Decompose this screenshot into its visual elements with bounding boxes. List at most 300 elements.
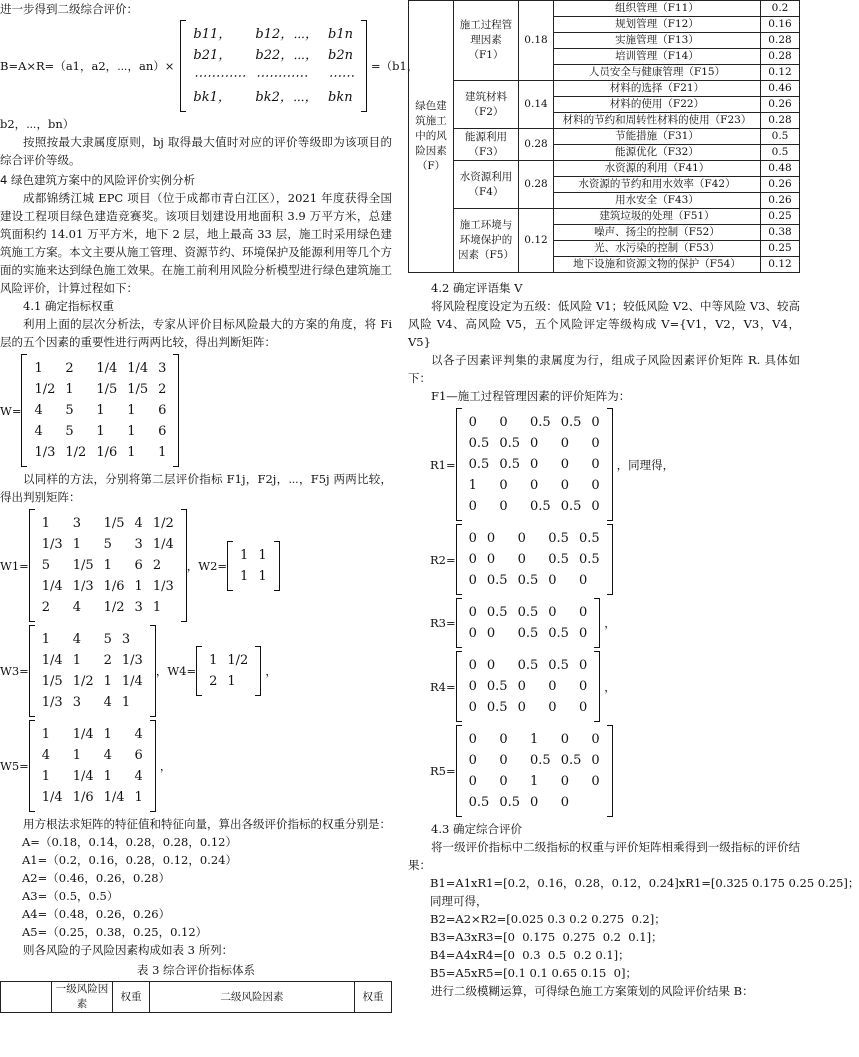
matrix-cell: 4 bbox=[103, 695, 112, 710]
matrix-cell: 1 bbox=[121, 695, 131, 710]
matrix-cell: 0 bbox=[560, 774, 569, 789]
matrix-cell: 1/4 bbox=[41, 579, 63, 594]
matrix-cell: 0 bbox=[548, 573, 557, 588]
table3-body bbox=[408, 0, 800, 273]
matrix-cell: 1 bbox=[65, 382, 74, 397]
right-column bbox=[408, 0, 859, 1057]
subfactor-name-cell: 材料的节约和周转性材料的使用（F23） bbox=[554, 113, 761, 129]
matrix-cell: 1/3 bbox=[41, 695, 63, 710]
subfactor-name-cell: 水资源的节约和用水效率（F42） bbox=[554, 177, 761, 193]
matrix-cell: 1 bbox=[41, 727, 51, 742]
paragraph: 进行二级模糊运算，可得绿色施工方案策划的风险评价结果 B： bbox=[431, 984, 754, 998]
matrix-row bbox=[37, 766, 148, 787]
matrix-row bbox=[464, 549, 605, 570]
matrix-cell: 0 bbox=[530, 457, 539, 472]
matrix-label: W= bbox=[0, 403, 22, 418]
matrix-row bbox=[188, 45, 359, 66]
header-cell: 权重 bbox=[355, 982, 392, 1013]
matrix-cell: 0 bbox=[530, 478, 539, 493]
weight-line: A1=（0.2，0.16，0.28，0.12，0.24） bbox=[22, 853, 237, 867]
matrix-cell: 1 bbox=[96, 424, 105, 439]
matrix-cell: 0.5 bbox=[468, 795, 490, 810]
matrix-row bbox=[37, 787, 148, 808]
matrix-r2-row bbox=[430, 524, 800, 595]
matrix-cell: bk2，⋯， bbox=[255, 90, 318, 105]
matrix-row bbox=[188, 24, 359, 45]
matrix-cell: 5 bbox=[65, 424, 74, 439]
matrix-cell: 0 bbox=[578, 700, 588, 715]
matrix-r3 bbox=[456, 598, 601, 648]
matrix-cell: 0.5 bbox=[548, 531, 569, 546]
matrix-label: R4= bbox=[430, 679, 456, 694]
matrix-cell: 0 bbox=[517, 552, 526, 567]
subfactor-name-cell: 材料的使用（F22） bbox=[554, 97, 761, 113]
matrix-cell: 1/3 bbox=[72, 579, 94, 594]
matrix-cell: 0.5 bbox=[517, 605, 539, 620]
matrix-cell: 1 bbox=[41, 769, 51, 784]
matrix-cell: 1/6 bbox=[103, 579, 125, 594]
matrix-r3-row bbox=[430, 598, 800, 648]
matrix-cell: 1 bbox=[127, 445, 136, 460]
matrix-cell: 0 bbox=[548, 700, 557, 715]
matrix-cell: 0 bbox=[530, 795, 539, 810]
matrix-r1 bbox=[456, 408, 613, 521]
matrix-cell: 0 bbox=[548, 679, 557, 694]
paragraph: F1—施工过程管理因素的评价矩阵为： bbox=[431, 389, 631, 403]
matrix-cell: 1/3 bbox=[41, 537, 63, 552]
matrix-row bbox=[464, 623, 593, 644]
matrix-cell: 6 bbox=[134, 748, 143, 763]
matrix-cell: 5 bbox=[103, 632, 112, 647]
paragraph: b2，⋯，bn） bbox=[0, 117, 75, 131]
matrix-row bbox=[37, 724, 148, 745]
matrix-cell: 1/2 bbox=[34, 382, 56, 397]
matrix-cell: 4 bbox=[72, 600, 81, 615]
matrix-cell: 0.5 bbox=[468, 457, 490, 472]
matrix-row bbox=[29, 400, 171, 421]
factor-weight-cell: 0.18 bbox=[519, 1, 554, 81]
matrix-cell: 4 bbox=[134, 769, 143, 784]
matrix-row bbox=[29, 442, 171, 463]
matrix-row bbox=[235, 545, 272, 566]
subfactor-weight-cell: 0.25 bbox=[761, 209, 800, 225]
matrix-w5-row bbox=[0, 720, 392, 812]
matrix-row bbox=[37, 745, 148, 766]
subfactor-name-cell: 节能措施（F31） bbox=[554, 129, 761, 145]
table-row bbox=[409, 1, 800, 17]
matrix-cell: 0.5 bbox=[517, 626, 539, 641]
subfactor-name-cell: 水资源的利用（F41） bbox=[554, 161, 761, 177]
matrix-cell: 1 bbox=[41, 632, 51, 647]
matrix-cell: 1/2 bbox=[65, 445, 87, 460]
matrix-cell: 0.5 bbox=[560, 753, 582, 768]
matrix-cell: 0 bbox=[517, 531, 526, 546]
subfactor-name-cell: 光、水污染的控制（F53） bbox=[554, 241, 761, 257]
matrix-r5-row bbox=[430, 725, 800, 817]
matrix-label: ，W2= bbox=[186, 558, 228, 573]
matrix-cell: 0 bbox=[468, 531, 477, 546]
matrix-cell: 0 bbox=[499, 478, 508, 493]
subfactor-name-cell: 规划管理（F12） bbox=[554, 17, 761, 33]
matrix-cell: 0 bbox=[468, 415, 477, 430]
matrix-cell: 2 bbox=[158, 382, 167, 397]
table-row bbox=[409, 81, 800, 97]
matrix-cell: 0.5 bbox=[486, 605, 508, 620]
matrix-row bbox=[464, 697, 593, 718]
matrix-cell: 5 bbox=[103, 537, 112, 552]
matrix-cell: 4 bbox=[103, 748, 112, 763]
results-list bbox=[408, 874, 859, 982]
matrix-cell: 1/6 bbox=[96, 445, 118, 460]
subfactor-weight-cell: 0.28 bbox=[761, 49, 800, 65]
matrix-row bbox=[29, 421, 171, 442]
matrix-row bbox=[235, 566, 272, 587]
subsection-heading: 4.3 确定综合评价 bbox=[431, 822, 522, 836]
weight-line: A4=（0.48，0.26，0.26） bbox=[22, 907, 171, 921]
matrix-cell: 0 bbox=[517, 679, 526, 694]
matrix-row bbox=[37, 629, 148, 650]
matrix-w3 bbox=[29, 625, 156, 717]
matrix-row bbox=[37, 650, 148, 671]
matrix-cell: 1 bbox=[103, 769, 112, 784]
matrix-row bbox=[464, 570, 605, 591]
matrix-cell: 1 bbox=[158, 445, 167, 460]
subfactor-name-cell: 用水安全（F43） bbox=[554, 193, 761, 209]
weight-line: A3=（0.5，0.5） bbox=[22, 889, 119, 903]
subfactor-weight-cell: 0.38 bbox=[761, 225, 800, 241]
matrix-cell: ⋯⋯⋯⋯ bbox=[255, 69, 308, 84]
header-cell: 权重 bbox=[113, 982, 150, 1013]
matrix-cell: 0 bbox=[486, 658, 496, 673]
matrix-cell: 2 bbox=[41, 600, 51, 615]
matrix-cell: 0 bbox=[499, 753, 508, 768]
subfactor-name-cell: 人员安全与健康管理（F15） bbox=[554, 65, 761, 81]
matrix-row bbox=[464, 528, 605, 549]
result-line: B3=A3xR3=[0 0.175 0.275 0.2 0.1]； bbox=[430, 930, 663, 944]
matrix-w bbox=[21, 354, 179, 467]
matrix-cell: 1/5 bbox=[127, 382, 149, 397]
matrix-cell: ⋯⋯ bbox=[328, 69, 354, 84]
factor-name-cell: 水资源利用（F4） bbox=[454, 161, 519, 209]
matrix-row bbox=[464, 655, 593, 676]
matrix-w1-row bbox=[0, 509, 392, 622]
factor-name-cell: 施工过程管理因素（F1） bbox=[454, 1, 519, 81]
matrix-cell: 0.5 bbox=[530, 499, 551, 514]
matrix-cell: 1 bbox=[134, 579, 143, 594]
matrix-cell: 0 bbox=[591, 457, 600, 472]
matrix-cell: 0 bbox=[560, 457, 569, 472]
subfactor-weight-cell: 0.48 bbox=[761, 161, 800, 177]
matrix-cell: 1 bbox=[258, 547, 267, 563]
matrix-cell: 1 bbox=[103, 558, 112, 573]
matrix-cell: 4 bbox=[34, 403, 43, 418]
matrix-cell: 1 bbox=[96, 403, 105, 418]
matrix-cell: 0 bbox=[591, 732, 600, 747]
subfactor-weight-cell: 0.26 bbox=[761, 97, 800, 113]
factor-weight-cell: 0.28 bbox=[519, 161, 554, 209]
factor-name-cell: 能源利用（F3） bbox=[454, 129, 519, 161]
matrix-cell: 4 bbox=[134, 727, 143, 742]
matrix-w1 bbox=[29, 509, 187, 622]
matrix-cell: 3 bbox=[72, 516, 81, 531]
matrix-cell: 0 bbox=[468, 552, 477, 567]
matrix-suffix: ， bbox=[265, 664, 277, 678]
matrix-cell bbox=[586, 792, 604, 813]
matrix-cell: 0.5 bbox=[530, 415, 551, 430]
matrix-cell: 1/2 bbox=[227, 653, 249, 668]
matrix-cell: 1/4 bbox=[72, 769, 94, 784]
matrix-cell: 0 bbox=[468, 753, 477, 768]
matrix-row bbox=[29, 379, 171, 400]
factor-weight-cell: 0.12 bbox=[519, 209, 554, 273]
matrix-cell: 6 bbox=[158, 403, 167, 418]
paragraph: 将风险程度设定为五级：低风险 V1；较低风险 V2、中等风险 V3、较高风险 V4、高风险 V5，五个风险评定等级构成 V={V1，V2，V3，V4，V5} bbox=[408, 299, 800, 349]
matrix-cell: 1 bbox=[530, 774, 539, 789]
matrix-row bbox=[188, 66, 359, 87]
result-line: B1=A1xR1=[0.2，0.16，0.28，0.12，0.24]xR1=[0.325 0.175 0.25 0.25]； bbox=[430, 876, 859, 890]
matrix-cell: 0.5 bbox=[548, 552, 569, 567]
matrix-cell: 0 bbox=[560, 732, 569, 747]
subsection-heading: 4.2 确定评语集 V bbox=[431, 281, 523, 295]
matrix-cell: 0 bbox=[468, 605, 477, 620]
result-line: B4=A4xR4=[0 0.3 0.5 0.2 0.1]； bbox=[430, 948, 630, 962]
matrix-row bbox=[37, 576, 179, 597]
matrix-row bbox=[188, 87, 359, 108]
matrix-cell: 1 bbox=[72, 748, 81, 763]
matrix-w4 bbox=[196, 646, 261, 696]
result-line: 同理可得， bbox=[430, 894, 488, 908]
matrix-label: R5= bbox=[430, 764, 456, 778]
matrix-cell: 4 bbox=[41, 748, 51, 763]
matrix-r5 bbox=[456, 725, 613, 817]
subfactor-weight-cell: 0.28 bbox=[761, 33, 800, 49]
subfactor-weight-cell: 0.5 bbox=[761, 145, 800, 161]
matrix-cell: 2 bbox=[103, 653, 112, 668]
matrix-row bbox=[464, 412, 605, 433]
matrix-cell: 0 bbox=[499, 415, 508, 430]
matrix-row bbox=[204, 671, 253, 692]
matrix-cell: 1 bbox=[41, 516, 51, 531]
matrix-cell: ⋯⋯⋯⋯ bbox=[193, 69, 246, 84]
formula-b bbox=[0, 20, 419, 112]
matrix-cell: 0 bbox=[486, 552, 496, 567]
left-column bbox=[0, 0, 419, 1057]
matrix-cell: 1/2 bbox=[103, 600, 125, 615]
subfactor-name-cell: 地下设施和资源文物的保护（F54） bbox=[554, 257, 761, 273]
matrix-cell: 0.5 bbox=[548, 658, 569, 673]
matrix-cell: 0 bbox=[591, 499, 600, 514]
matrix-label: W5= bbox=[0, 759, 29, 773]
matrix-cell: 0.5 bbox=[548, 626, 569, 641]
matrix-cell: 1 bbox=[103, 674, 112, 689]
matrix-cell: 0 bbox=[486, 531, 496, 546]
factor-weight-cell: 0.14 bbox=[519, 81, 554, 129]
matrix-cell: 0 bbox=[468, 732, 477, 747]
matrix-cell: 1 bbox=[240, 547, 249, 563]
result-line: B5=A5xR5=[0.1 0.1 0.65 0.15 0]； bbox=[430, 966, 637, 980]
matrix-cell: 1/2 bbox=[72, 674, 94, 689]
subfactor-name-cell: 材料的选择（F21） bbox=[554, 81, 761, 97]
matrix-cell: 0 bbox=[591, 478, 600, 493]
matrix-cell: 1/3 bbox=[121, 653, 143, 668]
matrix-cell: 0 bbox=[468, 626, 477, 641]
matrix-cell: 0 bbox=[486, 626, 496, 641]
matrix-cell: 1/4 bbox=[103, 790, 125, 805]
header-cell: 二级风险因素 bbox=[150, 982, 355, 1013]
matrix-cell: 5 bbox=[65, 403, 74, 418]
subfactor-weight-cell: 0.5 bbox=[761, 129, 800, 145]
matrix-cell: 0 bbox=[560, 436, 569, 451]
matrix-cell: b21， bbox=[193, 48, 232, 63]
matrix-suffix: ， bbox=[159, 759, 172, 773]
weight-line: A=（0.18，0.14，0.28，0.28，0.12） bbox=[22, 835, 237, 849]
table-row bbox=[409, 209, 800, 225]
matrix-cell: 0 bbox=[591, 753, 600, 768]
matrix-cell: 0 bbox=[578, 573, 588, 588]
matrix-w2 bbox=[227, 541, 280, 591]
factor-name-cell: 施工环境与环境保护的因素（F5） bbox=[454, 209, 519, 273]
matrix-cell: 1/4 bbox=[121, 674, 143, 689]
paragraph: 进一步得到二级综合评价： bbox=[0, 2, 138, 16]
matrix-cell: 3 bbox=[121, 632, 131, 647]
matrix-cell: 1 bbox=[127, 403, 136, 418]
matrix-cell: 4 bbox=[34, 424, 43, 439]
subfactor-weight-cell: 0.28 bbox=[761, 113, 800, 129]
matrix-r2 bbox=[456, 524, 613, 595]
paragraph: 则各风险的子风险因素构成如表 3 所列： bbox=[23, 943, 234, 957]
matrix-cell: 1/3 bbox=[152, 579, 174, 594]
matrix-cell: 0.5 bbox=[517, 658, 539, 673]
matrix-cell: 3 bbox=[72, 695, 81, 710]
matrix-cell: 2 bbox=[209, 674, 218, 689]
matrix-cell: 0 bbox=[530, 436, 539, 451]
matrix-cell: 0.5 bbox=[486, 700, 508, 715]
matrix-row bbox=[464, 792, 605, 813]
subfactor-weight-cell: 0.2 bbox=[761, 1, 800, 17]
matrix-label: W3= bbox=[0, 664, 29, 678]
matrix-cell: 0 bbox=[560, 795, 569, 810]
matrix-cell: 5 bbox=[41, 558, 51, 573]
matrix-row bbox=[464, 729, 605, 750]
subfactor-weight-cell: 0.25 bbox=[761, 241, 800, 257]
matrix-cell: 0 bbox=[499, 499, 508, 514]
matrix-cell: b2n bbox=[328, 48, 353, 63]
matrix-cell: 0 bbox=[468, 573, 477, 588]
matrix-cell: 0.5 bbox=[486, 573, 508, 588]
result-line: B2=A2×R2=[0.025 0.3 0.2 0.275 0.2]； bbox=[430, 912, 666, 926]
subfactor-weight-cell: 0.26 bbox=[761, 193, 800, 209]
matrix-cell: 0 bbox=[591, 415, 600, 430]
subsection-heading: 4.1 确定指标权重 bbox=[23, 299, 114, 313]
matrix-suffix: ，同理得， bbox=[616, 457, 675, 472]
matrix-r4 bbox=[456, 651, 601, 722]
matrix-cell: 0.5 bbox=[517, 573, 539, 588]
matrix-cell: 1 bbox=[72, 653, 81, 668]
matrix-row bbox=[464, 496, 605, 517]
matrix-cell: 0.5 bbox=[530, 753, 551, 768]
matrix-cell: 4 bbox=[72, 632, 81, 647]
matrix-cell: 0 bbox=[578, 605, 588, 620]
subfactor-name-cell: 建筑垃圾的处理（F51） bbox=[554, 209, 761, 225]
matrix-cell: b11， bbox=[193, 27, 232, 42]
matrix-cell: 0.5 bbox=[499, 436, 520, 451]
matrix-cell: 1/4 bbox=[72, 727, 94, 742]
matrix-cell: 1/4 bbox=[127, 361, 149, 376]
matrix-cell: 0.5 bbox=[578, 552, 600, 567]
matrix-suffix: ， bbox=[604, 679, 616, 694]
matrix-cell: 0 bbox=[517, 700, 526, 715]
subfactor-weight-cell: 0.26 bbox=[761, 177, 800, 193]
matrix-row bbox=[464, 475, 605, 496]
matrix-w5 bbox=[29, 720, 156, 812]
matrix-cell: 1 bbox=[530, 732, 539, 747]
matrix-row bbox=[37, 534, 179, 555]
table3-header bbox=[0, 981, 392, 1013]
matrix-r4-row bbox=[430, 651, 800, 722]
matrix-cell: 2 bbox=[152, 558, 162, 573]
matrix-cell: 3 bbox=[158, 361, 167, 376]
matrix-row bbox=[464, 676, 593, 697]
matrix-cell: 1/4 bbox=[152, 537, 174, 552]
matrix-cell: 1 bbox=[258, 568, 267, 584]
subfactor-name-cell: 组织管理（F11） bbox=[554, 1, 761, 17]
matrix-cell: 6 bbox=[134, 558, 143, 573]
paragraph: 以同样的方法，分别将第二层评价指标 F1j，F2j，⋯，F5j 两两比较，得出判别矩阵： bbox=[0, 472, 392, 504]
subfactor-name-cell: 培训管理（F14） bbox=[554, 49, 761, 65]
matrix-row bbox=[464, 454, 605, 475]
matrix-cell: 1 bbox=[72, 537, 81, 552]
paragraph: 按照按最大隶属度原则，bj 取得最大值时对应的评价等级即为该项目的综合评价等级。 bbox=[0, 135, 392, 167]
matrix-b bbox=[180, 20, 367, 112]
matrix-cell: 1/5 bbox=[41, 674, 63, 689]
matrix-cell: 1/4 bbox=[96, 361, 118, 376]
paragraph: 利用上面的层次分析法，专家从评价目标风险最大的方案的角度，将 Fi 层的五个因素的重要性进行两两比较，得出判断矩阵： bbox=[0, 317, 392, 349]
matrix-row bbox=[464, 433, 605, 454]
top-factor-cell: 绿色建筑施工中的风险因素（F） bbox=[409, 1, 454, 273]
subfactor-name-cell: 能源优化（F32） bbox=[554, 145, 761, 161]
table-caption: 表 3 综合评价指标体系 bbox=[136, 963, 256, 977]
matrix-label: R1= bbox=[430, 457, 456, 472]
subfactor-weight-cell: 0.12 bbox=[761, 257, 800, 273]
matrix-cell: 1 bbox=[468, 478, 477, 493]
matrix-cell: 1/5 bbox=[103, 516, 125, 531]
matrix-cell: 0 bbox=[468, 499, 477, 514]
matrix-cell: 0 bbox=[468, 774, 477, 789]
matrix-cell: 0 bbox=[468, 658, 477, 673]
matrix-row bbox=[37, 597, 179, 618]
matrix-cell: 1 bbox=[134, 790, 143, 805]
matrix-cell: 1/6 bbox=[72, 790, 94, 805]
matrix-label: W1= bbox=[0, 558, 29, 573]
table-row bbox=[409, 129, 800, 145]
subfactor-name-cell: 实施管理（F13） bbox=[554, 33, 761, 49]
matrix-cell: 0 bbox=[548, 605, 557, 620]
factor-name-cell: 建筑材料（F2） bbox=[454, 81, 519, 129]
matrix-w3-row bbox=[0, 625, 392, 717]
matrix-cell: bkn bbox=[328, 90, 353, 105]
matrix-suffix: ， bbox=[604, 616, 616, 630]
matrix-row bbox=[29, 358, 171, 379]
matrix-cell: 0 bbox=[468, 700, 477, 715]
matrix-label: ，W4= bbox=[155, 664, 197, 678]
matrix-row bbox=[204, 650, 253, 671]
matrix-cell: 1 bbox=[152, 600, 162, 615]
matrix-row bbox=[37, 671, 148, 692]
matrix-cell: 3 bbox=[134, 537, 143, 552]
matrix-cell: 0.5 bbox=[560, 499, 582, 514]
matrix-cell: 0 bbox=[560, 478, 569, 493]
matrix-row bbox=[464, 750, 605, 771]
